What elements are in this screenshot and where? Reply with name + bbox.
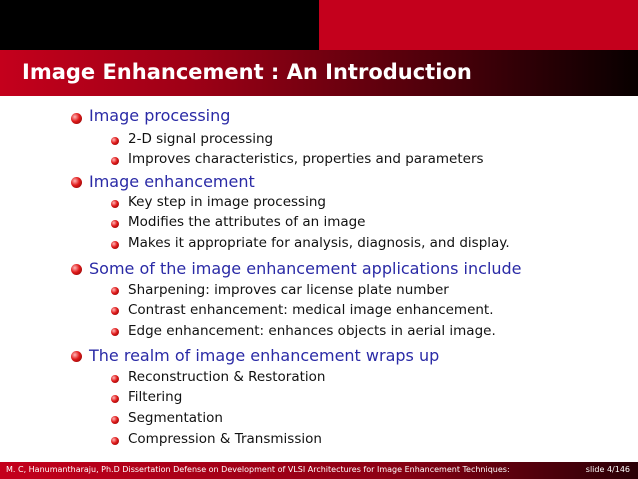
bullet-ball-icon: [71, 113, 82, 124]
bullet-ball-icon: [111, 328, 119, 336]
footer-author-title: M. C, Hanumantharaju, Ph.D Dissertation Defense on Development of VLSI Architectures for Image Enhancement Techniques:: [6, 465, 510, 474]
bullet-ball-icon: [111, 437, 119, 445]
nav-section-list: [0, 0, 319, 50]
bullet-ball-icon: [111, 157, 119, 165]
list-item: Key step in image processing: [128, 194, 326, 210]
bullet-ball-icon: [111, 200, 119, 208]
bullet-ball-icon: [111, 241, 119, 249]
footer-bar: [0, 462, 638, 479]
list-item: Reconstruction & Restoration: [128, 369, 326, 385]
section-heading: Some of the image enhancement applications include: [89, 259, 522, 278]
top-navigation: [0, 0, 638, 50]
list-item: Segmentation: [128, 410, 223, 426]
list-item: Compression & Transmission: [128, 431, 322, 447]
title-bar: [0, 50, 638, 96]
list-item: Edge enhancement: enhances objects in aerial image.: [128, 323, 496, 339]
bullet-ball-icon: [71, 264, 82, 275]
section-heading: Image processing: [89, 106, 231, 125]
bullet-ball-icon: [111, 375, 119, 383]
list-item: Filtering: [128, 389, 183, 405]
bullet-ball-icon: [111, 395, 119, 403]
bullet-ball-icon: [71, 351, 82, 362]
bullet-ball-icon: [111, 416, 119, 424]
nav-subsection-area: [319, 0, 638, 50]
list-item: Modifies the attributes of an image: [128, 214, 366, 230]
section-heading: The realm of image enhancement wraps up: [89, 346, 440, 365]
list-item: Sharpening: improves car license plate number: [128, 282, 449, 298]
bullet-ball-icon: [111, 287, 119, 295]
list-item: 2-D signal processing: [128, 131, 274, 147]
slide-title: Image Enhancement : An Introduction: [22, 60, 472, 84]
list-item: Contrast enhancement: medical image enhancement.: [128, 302, 494, 318]
list-item: Makes it appropriate for analysis, diagnosis, and display.: [128, 235, 510, 251]
bullet-ball-icon: [111, 220, 119, 228]
bullet-ball-icon: [111, 137, 119, 145]
list-item: Improves characteristics, properties and parameters: [128, 151, 484, 167]
bullet-ball-icon: [111, 307, 119, 315]
slide-number: slide 4/146: [585, 465, 630, 474]
section-heading: Image enhancement: [89, 172, 255, 191]
bullet-ball-icon: [71, 177, 82, 188]
